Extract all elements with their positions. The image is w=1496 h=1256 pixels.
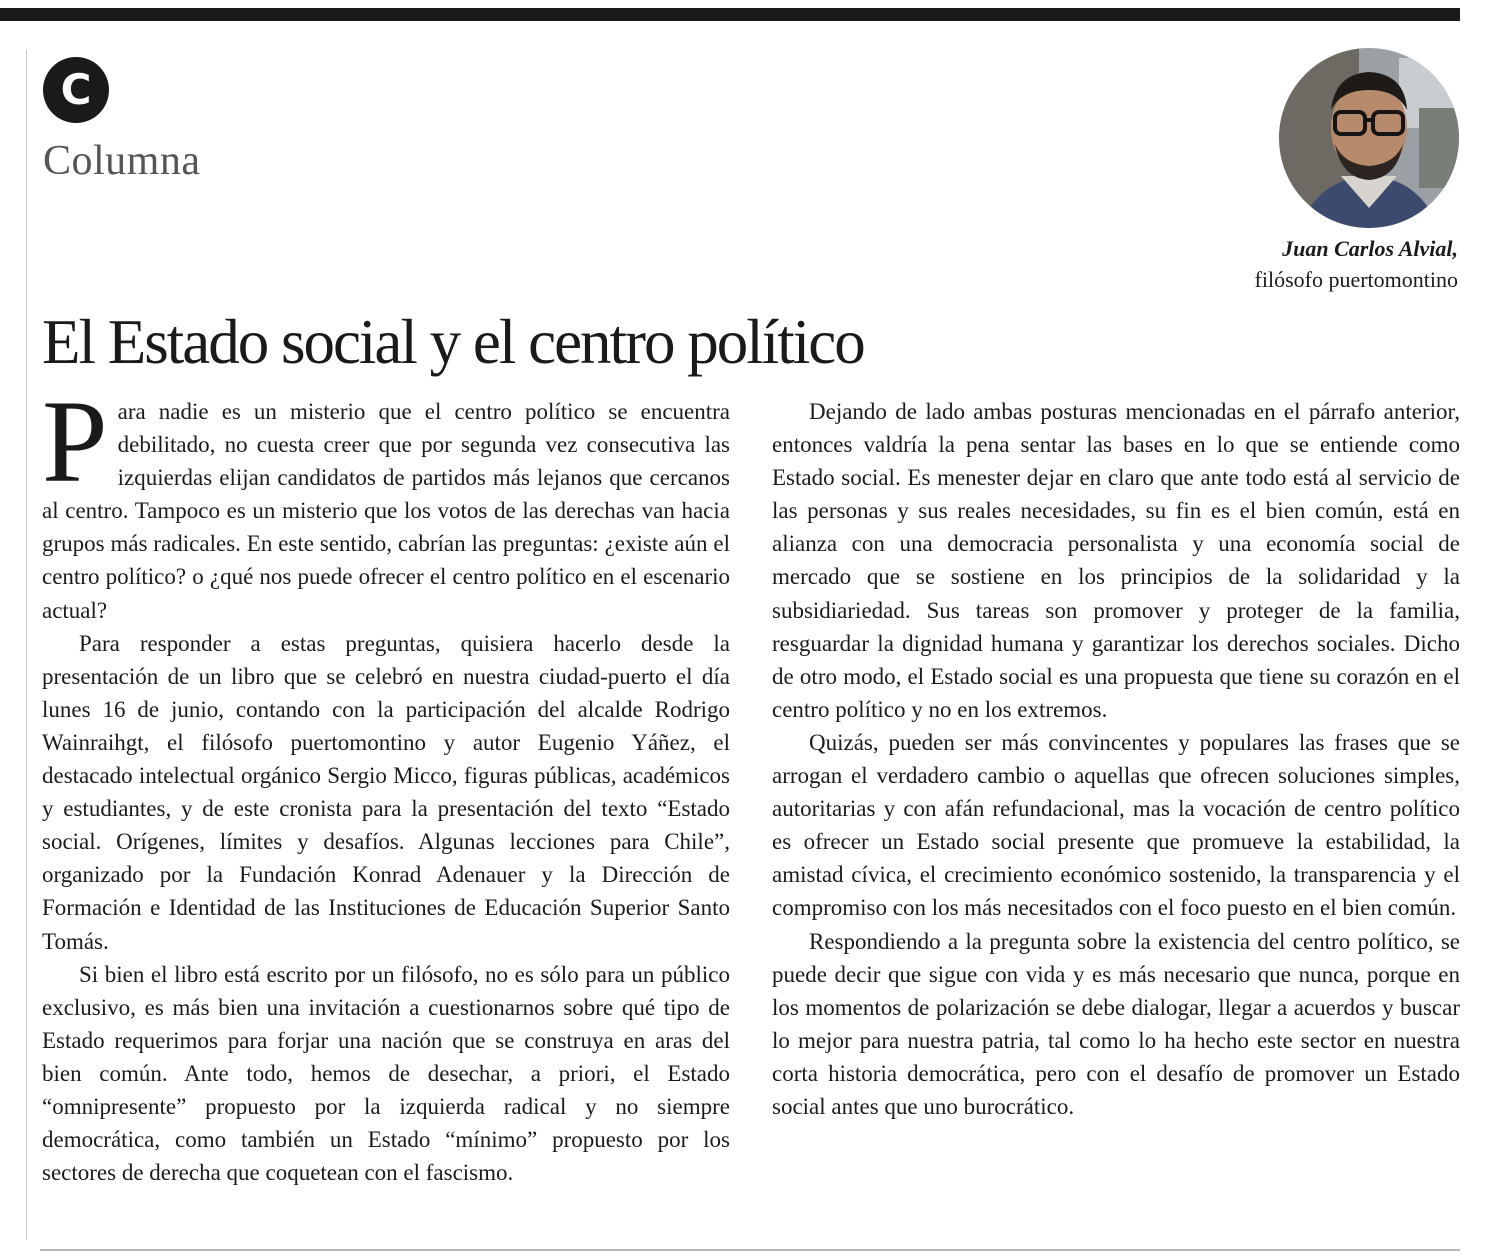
article-paragraph [42, 376, 730, 627]
author-portrait-svg [1279, 48, 1459, 228]
drop-cap: P [42, 376, 108, 507]
article-paragraph: Quizás, pueden ser más convincentes y populares las frases que se arrogan el verdadero cambio o aquellas que ofrecen soluciones simples, autoritarias y con afán refundacional, mas la vocación de centro político es ofrecer un Estado social presente que promueve la estabilidad, la amistad cívica, el crecimiento económico sostenido, la transparencia y el compromiso con los más necesitados con el foco puesto en el bien común. [772, 729, 1460, 921]
author-byline [1255, 232, 1458, 295]
author-portrait-icon [1279, 48, 1459, 228]
author-role: filósofo puertomontino [1254, 267, 1458, 292]
bottom-rule [40, 1249, 1460, 1251]
article-paragraph: Si bien el libro está escrito por un filósofo, no es sólo para un público exclusivo, es más bien una invitación a cuestionarnos sobre qué tipo de Estado requerimos para forjar una nación que se construya en aras del bien común. Ante todo, hemos de desechar, a priori, el Estado “omnipresente” propuesto por la izquierda radical y no siempre democrática, como también un Estado “mínimo” propuesto por los sectores de derecha que coquetean con el fascismo. [42, 961, 730, 1186]
author-name: Juan Carlos Alvial, [1282, 236, 1458, 261]
paragraph-text: ara nadie es un misterio que el centro político se encuentra debilitado, no cuesta creer que por segunda vez consecutiva las izquierdas elijan candidatos de partidos más lejanos que cercanos al centro. Tampoco es un misterio que los votos de las derechas van hacia grupos más radicales. En este sentido, cabrían las preguntas: ¿existe aún el centro político? o ¿qué nos puede ofrecer el centro político en el escenario actual? [42, 399, 730, 623]
article-headline: El Estado social y el centro político [42, 307, 864, 377]
article-column-right [772, 395, 1460, 1123]
article-paragraph: Respondiendo a la pregunta sobre la existencia del centro político, se puede decir que sigue con vida y es más necesario que nunca, porque en los momentos de polarización se debe dialogar, llegar a acuerdos y buscar lo mejor para nuestra patria, tal como lo ha hecho este sector en nuestra corta historia democrática, pero con el desafío de promover un Estado social antes que uno burocrático. [772, 928, 1460, 1119]
article-paragraph: Dejando de lado ambas posturas mencionadas en el párrafo anterior, entonces valdría la pena sentar las bases en lo que se entiende como Estado social. Es menester dejar en claro que ante todo está al servicio de las personas y sus reales necesidades, su fin es el bien común, está en alianza con una democracia personalista y una economía social de mercado que se sostiene en los principios de la solidaridad y la subsidiariedad. Sus tareas son promover y proteger de la familia, resguardar la dignidad humana y garantizar los derechos sociales. Dicho de otro modo, el Estado social es una propuesta que tiene su corazón en el centro político y no en los extremos. [772, 399, 1460, 722]
article-column-left [42, 376, 730, 1189]
column-logo-badge [43, 57, 109, 123]
top-rule [0, 8, 1460, 21]
logo-letter: C [60, 65, 92, 114]
left-margin-rule [26, 50, 27, 1240]
section-label: Columna [43, 138, 201, 184]
article-paragraph: Para responder a estas preguntas, quisiera hacerlo desde la presentación de un libro que se celebró en nuestra ciudad-puerto el día lunes 16 de junio, contando con la participación del alcalde Rodrigo Wainraihgt, el filósofo puertomontino y autor Eugenio Yáñez, el destacado intelectual orgánico Sergio Micco, figuras públicas, académicos y estudiantes, y de este cronista para la presentación del texto “Estado social. Orígenes, límites y desafíos. Algunas lecciones para Chile”, organizado por la Fundación Konrad Adenauer y la Dirección de Formación e Identidad de las Instituciones de Educación Superior Santo Tomás. [42, 630, 730, 954]
